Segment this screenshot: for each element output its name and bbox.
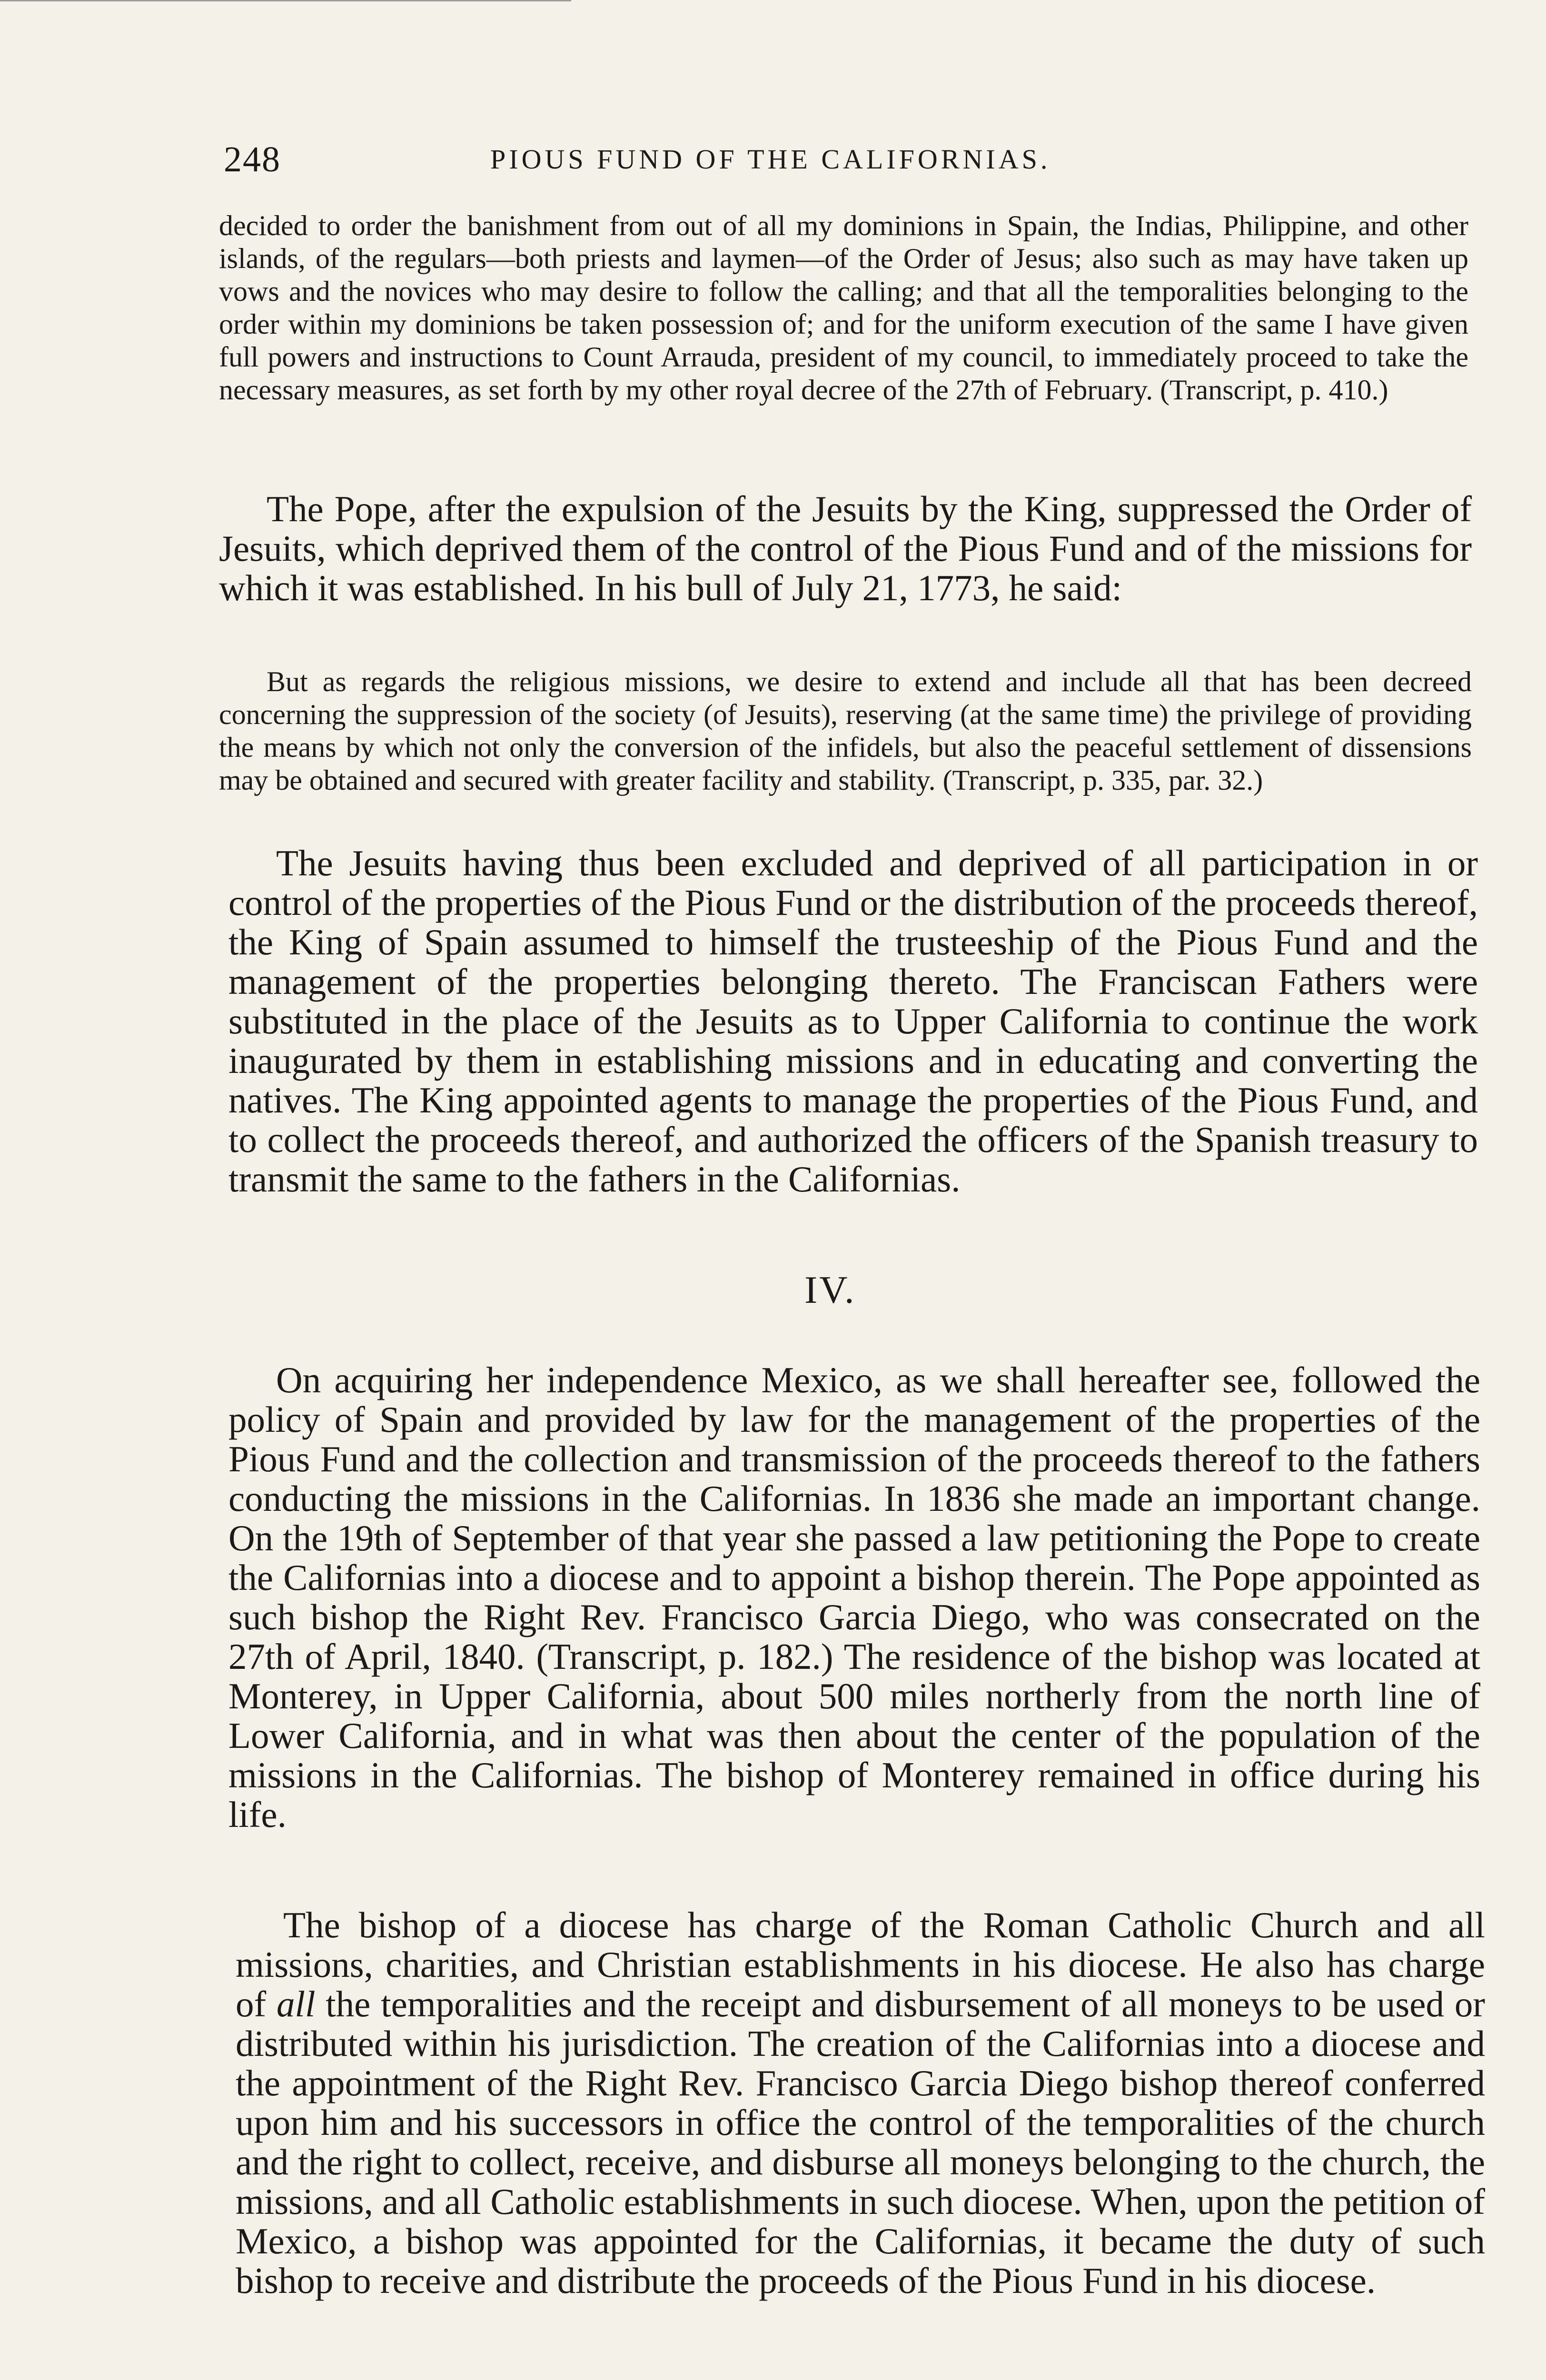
paragraph-bishop-duties-text xyxy=(236,1905,1485,2301)
paragraph-pope-suppression-text: The Pope, after the expulsion of the Jesuits by the King, suppressed the Order of Jesuits, which deprived them of the control of the Pious Fund and of the missions for which it was established. In his bull of July 21, 1773, he said: xyxy=(219,488,1472,608)
bishop-duties-text-a: The bishop of a diocese has charge of the Roman Catholic Church and all missions, charities, and Christian establishments in his diocese. He also has charge of xyxy=(236,1904,1485,2024)
paragraph-bishop-duties xyxy=(236,1905,1485,2301)
bishop-duties-emphasis: all xyxy=(277,1983,316,2024)
running-title: PIOUS FUND OF THE CALIFORNIAS. xyxy=(490,144,1051,175)
page-header xyxy=(224,133,1471,186)
quote-papal-bull-text: But as regards the religious missions, we desire to extend and include all that has been decreed concerning the suppression of the society (of Jesuits), reserving (at the same time) the privilege of providing the means by which not only the conversion of the infidels, but also the peaceful settlement of dissensions may be obtained and secured with greater facility and stability. (Transcript, p. 335, par. 32.) xyxy=(219,666,1472,796)
quote-royal-decree xyxy=(219,209,1468,407)
paragraph-mexico-independence xyxy=(228,1360,1480,1835)
quote-papal-bull xyxy=(219,665,1472,797)
paragraph-pope-suppression xyxy=(219,489,1472,608)
quote-royal-decree-text: decided to order the banishment from out of all my dominions in Spain, the Indias, Philippine, and other islands, of the regulars—both priests and laymen—of the Order of Jesus; also such as may have taken up vows and the novices who may desire to follow the calling; and that all the temporalities belonging to the order within my dominions be taken possession of; and for the uniform execution of the same I have given full powers and instructions to Count Arrauda, president of my council, to immediately proceed to take the necessary measures, as set forth by my other royal decree of the 27th of February. (Transcript, p. 410.) xyxy=(219,210,1468,406)
page-number: 248 xyxy=(224,139,281,179)
page-edge-line xyxy=(0,0,571,4)
bishop-duties-text-b: the temporalities and the receipt and disbursement of all moneys to be used or distributed within his jurisdiction. The creation of the Californias into a diocese and the appointment of the Right Rev. Francisco Garcia Diego bishop thereof conferred upon him and his successors in office the control of the temporalities of the church and the right to collect, receive, and disburse all moneys belonging to the church, the missions, and all Catholic establishments in such diocese. When, upon the petition of Mexico, a bishop was appointed for the Californias, it became the duty of such bishop to receive and distribute the proceeds of the Pious Fund in his diocese. xyxy=(236,1983,1485,2301)
section-heading: IV. xyxy=(804,1268,856,1311)
paragraph-mexico-independence-text: On acquiring her independence Mexico, as we shall hereafter see, followed the policy of Spain and provided by law for the management of the properties of the Pious Fund and the collection and transmission of the proceeds thereof to the fathers conducting the missions in the Californias. In 1836 she made an important change. On the 19th of September of that year she passed a law petitioning the Pope to create the Californias into a diocese and to appoint a bishop therein. The Pope appointed as such bishop the Right Rev. Francisco Garcia Diego, who was consecrated on the 27th of April, 1840. (Transcript, p. 182.) The residence of the bishop was located at Monterey, in Upper California, about 500 miles northerly from the north line of Lower California, and in what was then about the center of the population of the missions in the Californias. The bishop of Monterey remained in office during his life. xyxy=(228,1359,1480,1835)
paragraph-jesuits-excluded xyxy=(228,843,1478,1199)
paragraph-jesuits-excluded-text: The Jesuits having thus been excluded and deprived of all participation in or control of the properties of the Pious Fund or the distribution of the proceeds thereof, the King of Spain assumed to himself the trusteeship of the Pious Fund and the management of the properties belonging thereto. The Franciscan Fathers were substituted in the place of the Jesuits as to Upper California to continue the work inaugurated by them in establishing missions and in educating and converting the natives. The King appointed agents to manage the properties of the Pious Fund, and to collect the proceeds thereof, and authorized the officers of the Spanish treasury to transmit the same to the fathers in the Californias. xyxy=(228,843,1478,1200)
